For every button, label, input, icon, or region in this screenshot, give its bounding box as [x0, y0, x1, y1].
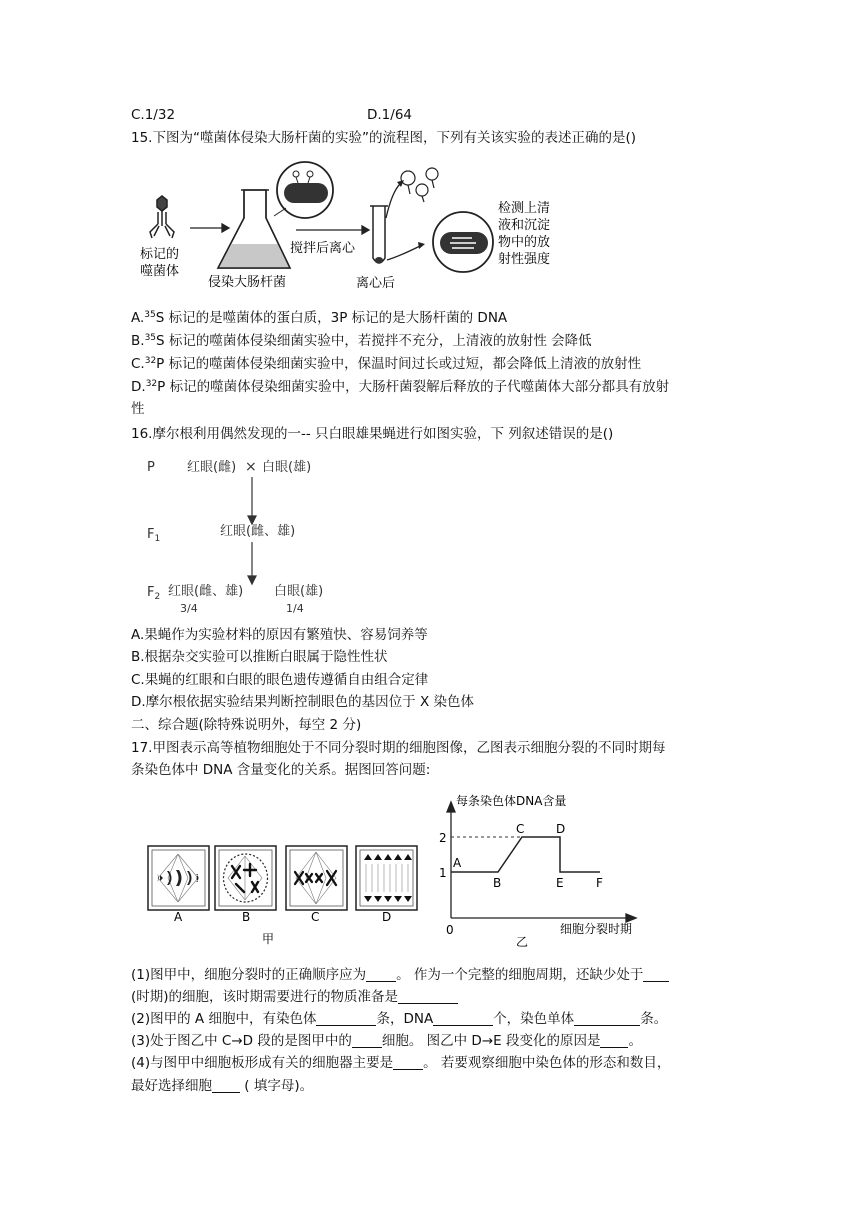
- point-b: B: [493, 876, 502, 890]
- phage-label-1: 标记的: [140, 247, 180, 262]
- answer-blank[interactable]: [433, 1011, 493, 1026]
- f2-red-ratio: 3/4: [180, 602, 198, 615]
- phage-experiment-figure: [138, 160, 578, 295]
- p-female: 红眼(雌): [187, 460, 237, 475]
- cell-a: [148, 846, 209, 910]
- tube-label: 离心后: [356, 276, 396, 291]
- q17-stem-2: 条染色体中 DNA 含量变化的关系。据图回答问题:: [131, 762, 431, 778]
- q16-option-c: C.果蝇的红眼和白眼的眼色遗传遵循自由组合定律: [131, 672, 429, 688]
- f1-label: $F_1$: [147, 527, 161, 544]
- q16-stem: 16.摩尔根利用偶然发现的一-- 只白眼雄果蝇进行如图实验，下 列叙述错误的是(): [131, 426, 614, 442]
- p-male: 白眼(雄): [262, 460, 312, 475]
- bacteria-zoom-icon: [277, 162, 333, 218]
- q17-sub4-line1: (4)与图甲中细胞板形成有关的细胞器主要是 。 若要观察细胞中染色体的形态和数目，: [131, 1055, 671, 1071]
- q15-stem: 15.下图为“噬菌体侵染大肠杆菌的实验”的流程图，下列有关该实验的表述正确的是(): [131, 130, 636, 146]
- figure-yi-caption: 乙: [516, 935, 529, 949]
- phage-label-2: 噬菌体: [140, 264, 180, 279]
- point-c: C: [516, 822, 525, 836]
- f2-white-ratio: 1/4: [286, 602, 304, 615]
- q16-option-d: D.摩尔根依据实验结果判断控制眼色的基因位于 X 染色体: [131, 694, 475, 710]
- q15-option-b: B.$^{35}$S 标记的噬菌体侵染细菌实验中，若搅拌不充分，上清液的放射性 会降低: [131, 333, 592, 349]
- f1-text: 红眼(雌、雄): [220, 524, 296, 539]
- point-f: F: [596, 876, 603, 890]
- stir-label: 搅拌后离心: [290, 241, 356, 256]
- detect-line-2: 液和沉淀: [498, 218, 551, 233]
- arrow-p-f1: [248, 477, 256, 524]
- chart-ylabel: 每条染色体DNA含量: [456, 794, 567, 808]
- cell-d: [356, 846, 417, 910]
- q17-sub3: (3)处于图乙中 C→D 段的是图甲中的 细胞。 图乙中 D→E 段变化的原因是 。: [131, 1033, 642, 1049]
- cross-diagram: [140, 450, 390, 620]
- cell-c: [286, 846, 347, 910]
- answer-blank[interactable]: [366, 967, 396, 982]
- answer-blank[interactable]: [574, 1011, 640, 1026]
- test-tube-icon: [370, 206, 388, 263]
- answer-blank[interactable]: [643, 967, 669, 982]
- cell-d-label: D: [382, 910, 392, 924]
- figure-jia-caption: 甲: [262, 932, 275, 946]
- answer-blank[interactable]: [352, 1033, 382, 1048]
- q16-option-b: B.根据杂交实验可以推断白眼属于隐性性状: [131, 649, 388, 665]
- q15-option-a: A.$^{35}$S 标记的是噬菌体的蛋白质，3P 标记的是大肠杆菌的 DNA: [131, 310, 508, 326]
- dna-content-chart: [430, 788, 645, 950]
- p-label: P: [147, 460, 155, 475]
- q15-option-d: D.$^{32}$P 标记的噬菌体侵染细菌实验中，大肠杆菌裂解后释放的子代噬菌体大部分都具有放射: [131, 379, 670, 395]
- free-phage-icon: [401, 168, 438, 202]
- cell-b: [215, 846, 276, 910]
- q17-sub1-line1: (1)图甲中，细胞分裂时的正确顺序应为 。 作为一个完整的细胞周期，还缺少处于: [131, 965, 669, 985]
- detect-line-4: 射性强度: [498, 252, 551, 267]
- point-d: D: [556, 822, 566, 836]
- point-e: E: [556, 876, 564, 890]
- dna-content-line: [451, 837, 600, 872]
- point-a: A: [453, 856, 462, 870]
- sediment-zoom-icon: [433, 212, 493, 272]
- cell-division-figure: [140, 838, 425, 948]
- answer-blank[interactable]: [393, 1055, 423, 1070]
- detect-line-1: 检测上清: [498, 201, 551, 216]
- y-tick-2: 2: [439, 831, 447, 845]
- y-tick-1: 1: [439, 866, 447, 880]
- q17-sub1-line2: (时期)的细胞，该时期需要进行的物质准备是: [131, 987, 458, 1007]
- f2-white: 白眼(雄): [274, 584, 324, 599]
- q17-sub4-line2: 最好选择细胞 ( 填字母)。: [131, 1078, 314, 1094]
- arrow-f1-f2: [248, 542, 256, 584]
- f2-label: $F_2$: [147, 585, 161, 602]
- detect-line-3: 物中的放: [498, 235, 551, 250]
- chart-xlabel: 细胞分裂时期: [560, 922, 633, 936]
- cell-b-label: B: [242, 910, 251, 924]
- origin-label: 0: [446, 923, 454, 937]
- cell-c-label: C: [311, 910, 320, 924]
- q14-option-d: D.1/64: [367, 107, 413, 123]
- answer-blank[interactable]: [212, 1078, 240, 1093]
- q17-stem-1: 17.甲图表示高等植物细胞处于不同分裂时期的细胞图像，乙图表示细胞分裂的不同时期每: [131, 740, 666, 756]
- section-title: 二、综合题(除特殊说明外，每空 2 分): [131, 717, 362, 733]
- answer-blank[interactable]: [398, 989, 458, 1004]
- flask-label: 侵染大肠杆菌: [208, 275, 287, 290]
- q14-option-c: C.1/32: [131, 107, 176, 123]
- cross-symbol: ×: [245, 459, 257, 475]
- axes: [447, 802, 636, 922]
- q17-sub2: (2)图甲的 A 细胞中，有染色体 条，DNA 个，染色单体 条。: [131, 1011, 668, 1027]
- q15-option-d-cont: 性: [131, 401, 145, 417]
- f2-red: 红眼(雌、雄): [168, 584, 244, 599]
- q15-option-c: C.$^{32}$P 标记的噬菌体侵染细菌实验中，保温时间过长或过短，都会降低上清液的放射性: [131, 356, 642, 372]
- phage-icon: [150, 196, 174, 238]
- answer-blank[interactable]: [600, 1033, 628, 1048]
- cell-a-label: A: [174, 910, 183, 924]
- answer-blank[interactable]: [316, 1011, 376, 1026]
- q16-option-a: A.果蝇作为实验材料的原因有繁殖快、容易饲养等: [131, 627, 428, 643]
